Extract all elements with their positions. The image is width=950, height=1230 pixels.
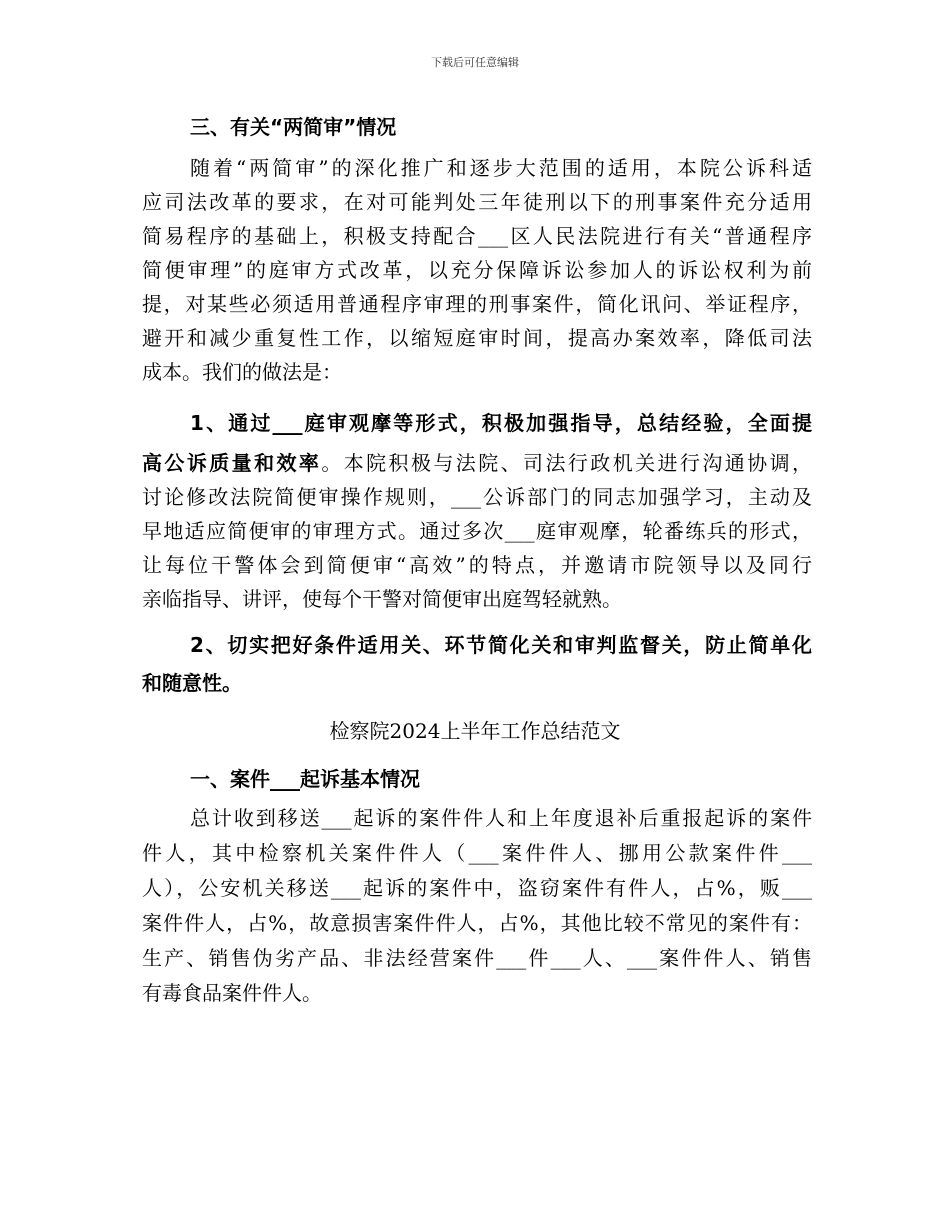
paragraph-line: 案件件人，占%，故意损害案件件人，占%，其他比较不常见的案件有：: [142, 911, 812, 935]
item1-line-mixed: [142, 448, 812, 478]
page-header: 下载后可任意编辑: [431, 56, 519, 69]
section-heading-two-simplified-trials: 三、有关“两简审”情况: [190, 115, 397, 139]
paragraph-line: 成本。我们的做法是：: [142, 360, 342, 384]
document-title: 检察院2024上半年工作总结范文: [329, 719, 621, 743]
item1-normal-tail: 。本院积极与法院、司法行政机关进行沟通协调，: [321, 451, 813, 475]
paragraph-line: 简易程序的基础上，积极支持配合___区人民法院进行有关“普通程序: [142, 224, 812, 248]
paragraph-line: 简便审理”的庭审方式改革，以充分保障诉讼参加人的诉讼权利为前: [142, 258, 812, 282]
paragraph-line: 人），公安机关移送___起诉的案件中，盗窃案件有件人，占%，贩___: [142, 876, 812, 900]
item2-bold-line: 和随意性。: [142, 671, 242, 695]
paragraph-line: 有毒食品案件件人。: [142, 981, 322, 1005]
part2-heading: 一、案件___起诉基本情况: [190, 767, 420, 791]
item2-bold-line: 2、切实把好条件适用关、环节简化关和审判监督关，防止简单化: [190, 633, 812, 657]
paragraph-line: 件人，其中检察机关案件件人（___案件件人、挪用公款案件件___: [142, 841, 812, 865]
item1-bold-line: 1、通过___庭审观摩等形式，积极加强指导，总结经验，全面提: [190, 411, 812, 435]
paragraph-line: 早地适应简便审的审理方式。通过多次___庭审观摩，轮番练兵的形式，: [142, 519, 812, 543]
paragraph-line: 让每位干警体会到简便审“高效”的特点，并邀请市院领导以及同行: [142, 553, 812, 577]
paragraph-line: 提，对某些必须适用普通程序审理的刑事案件，简化讯问、举证程序，: [142, 292, 812, 316]
paragraph-line: 随着“两简审”的深化推广和逐步大范围的适用，本院公诉科适: [190, 156, 812, 180]
paragraph-line: 总计收到移送___起诉的案件件人和上年度退补后重报起诉的案件: [190, 806, 812, 830]
paragraph-line: 应司法改革的要求，在对可能判处三年徒刑以下的刑事案件充分适用: [142, 190, 812, 214]
paragraph-line: 讨论修改法院简便审操作规则，___公诉部门的同志加强学习，主动及: [142, 485, 812, 509]
paragraph-line: 亲临指导、讲评，使每个干警对简便审出庭驾轻就熟。: [142, 587, 622, 611]
paragraph-line: 生产、销售伪劣产品、非法经营案件___件___人、___案件件人、销售: [142, 946, 812, 970]
paragraph-line: 避开和减少重复性工作，以缩短庭审时间，提高办案效率，降低司法: [142, 326, 812, 350]
item1-bold-tail: 高公诉质量和效率: [142, 451, 322, 475]
